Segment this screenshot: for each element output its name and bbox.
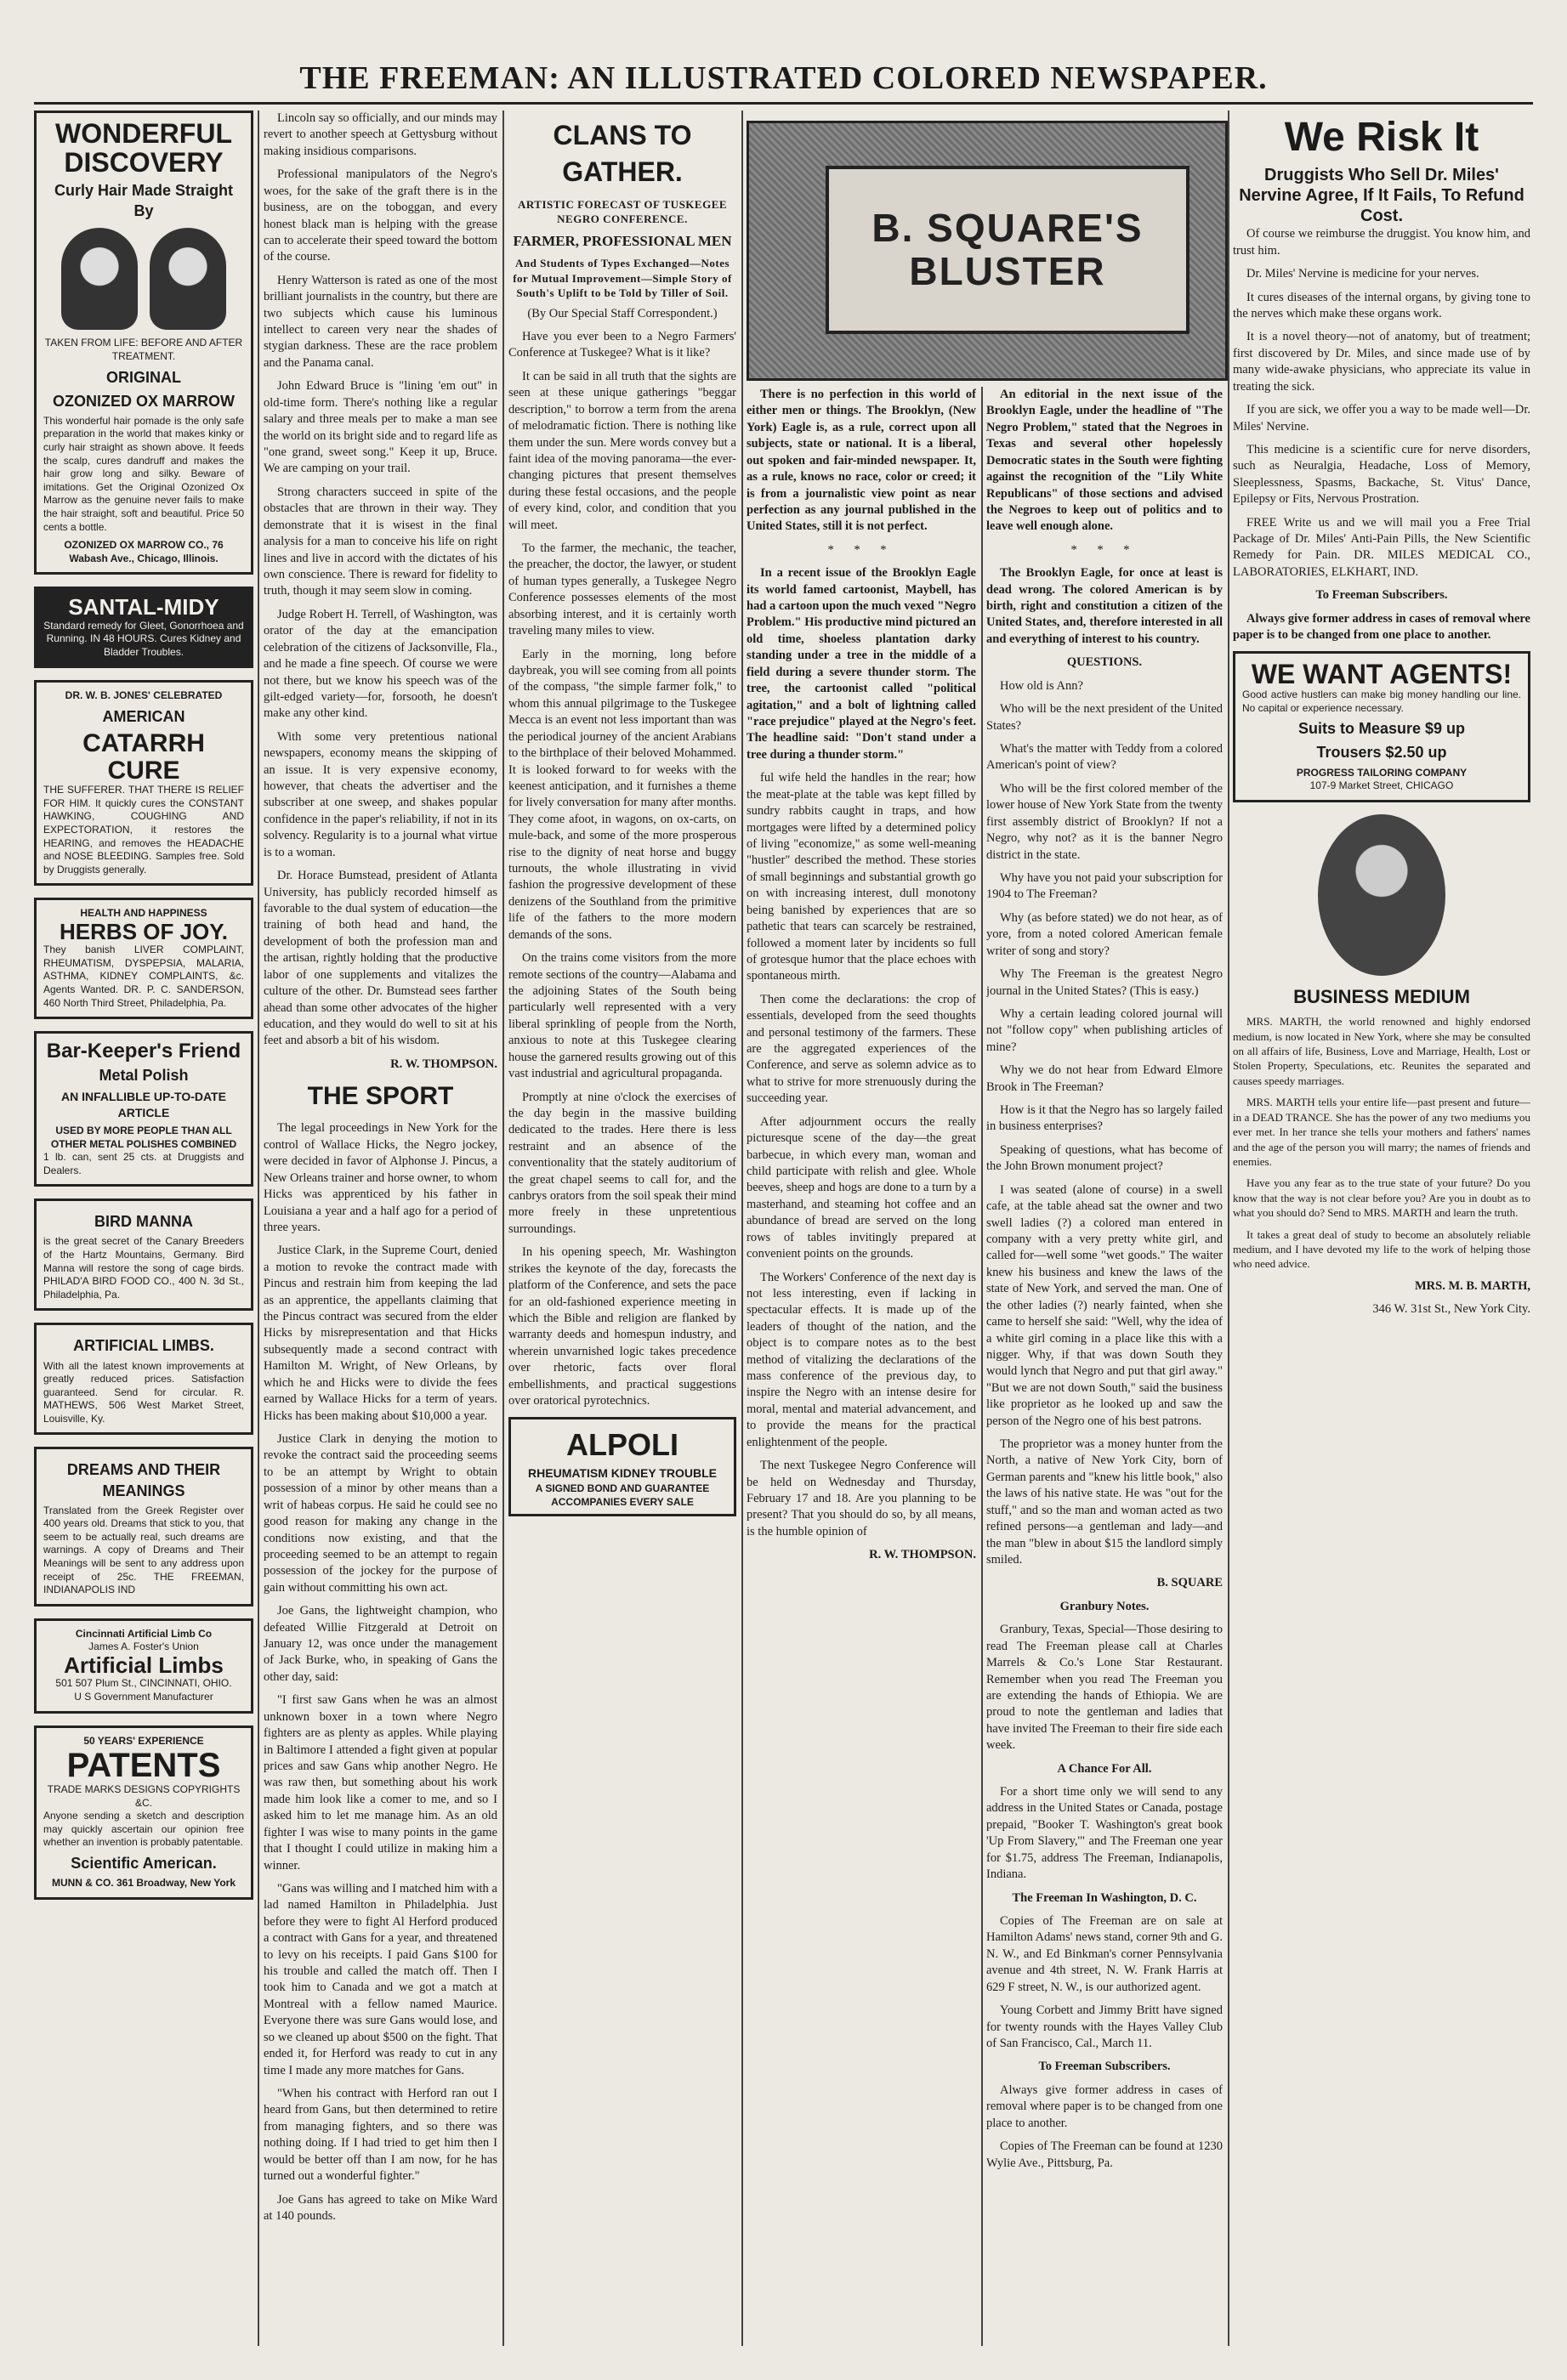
paragraph: Joe Gans has agreed to take on Mike Ward at 140 pounds. bbox=[264, 2192, 497, 2223]
ad-subtitle: Curly Hair Made Straight By bbox=[54, 182, 234, 220]
ad-body: They banish LIVER COMPLAINT, RHEUMATISM, DYSPEPSIA, MALARIA, ASTHMA, KIDNEY COMPLAINTS, &c. Agents Wanted. DR. P. C. SANDERSON, 460 North Third Street, Philadelphia, Pa. bbox=[43, 944, 244, 1009]
ad-title: CATARRH CURE bbox=[82, 729, 205, 785]
column-ads-right bbox=[1233, 110, 1530, 2346]
paragraph: On the trains come visitors from the more remote sections of the country—Alabama and the adjoining States of the South being particularly well represented with a very liberal sprinkling of people from the North, anxious to note at this Tuskegee clearing house the garnered results growing out of this vast industrial and agricultural propaganda. bbox=[508, 951, 736, 1081]
question: Why we do not hear from Edward Elmore Brook in The Freeman? bbox=[986, 1063, 1223, 1094]
paragraph: Then come the declarations: the crop of essentials, developed from the seed thoughts and personal testimony of the farmers. These are the aggregated experiences of the Conference, and serve as solemn advice as to what to strive for more strenuously during the succeeding year. bbox=[747, 992, 976, 1106]
ad-body: Good active hustlers can make big money handling our line. No capital or experience necessary. bbox=[1242, 688, 1521, 714]
ad-title: PATENTS bbox=[66, 1747, 221, 1785]
paragraph: Dr. Horace Bumstead, president of Atlanta University, has publicly recorded himself as favorable to the dual system of education—the training of both head and hand, the development of both the profession man and the artisan, rightly holding that the productive labor of one supplements and vitalizes the culture of the other. Dr. Bumstead sees farther ahead than some other advocates of the higher education, and they would do well to sit at his feet and absorb a bit of his wisdom. bbox=[264, 869, 497, 1048]
ad-title: SANTAL-MIDY bbox=[68, 594, 219, 620]
paragraph: This medicine is a scientific cure for nerve disorders, such as Neuralgia, Headache, Loss of Memory, Sleeplessness, Spasms, Backache, St. Vitus' Dance, Epilepsy or Fits, Nervous Prostration. bbox=[1233, 442, 1530, 507]
article-subheading: ARTISTIC FORECAST OF TUSKEGEE NEGRO CONFERENCE. bbox=[517, 197, 728, 226]
paragraph: There is no perfection in this world of either men or things. The Brooklyn, (New York) Eagle is, as a rule, correct upon all subjects, state or national. It is a liberal, out spoken and fair-minded newspaper. It, as a rule, knows no race, color or creed; it is from a journalistic view point as near perfection as any journal published in the United States, still it is not perfect. bbox=[747, 388, 976, 534]
ad-name: James A. Foster's Union bbox=[88, 1640, 199, 1653]
paragraph: Dr. Miles' Nervine is medicine for your nerves. bbox=[1246, 267, 1479, 281]
ad-body: USED BY MORE PEOPLE THAN ALL OTHER METAL POLISHES COMBINED bbox=[50, 1124, 237, 1150]
ad-body: THE SUFFERER. THAT THERE IS RELIEF FOR HIM. It quickly cures the CONSTANT HAWKING, COUGHING AND EXPECTORATION, it restores the HEARING, and removes the HEADACHE and NOSE BLEEDING. Samples free. Sold by Druggists generally. bbox=[43, 784, 244, 876]
ad-title: DREAMS AND THEIR MEANINGS bbox=[66, 1461, 221, 1499]
paragraph: Justice Clark, in the Supreme Court, denied a motion to revoke the contract made with Pincus and restrain him from keeping the lad as an apprentice, the appellants claiming that the Pincus contract was secured from the elder Hicks by misrepresentation and that Hicks subsequently made a second contract with Hamilton M. Wright, of New Orleans, by which he and Hicks were to divide the fees earned by Wallace Hicks for a term of years. Hicks has been making about $10,000 a year. bbox=[264, 1244, 497, 1423]
cartoon-title: BLUSTER bbox=[909, 249, 1106, 293]
paragraph: MRS. MARTH, the world renowned and highly endorsed medium, is now located in New York, where she may be consulted on all affairs of life, Business, Love and Marriage, Health, Lost or Stolen Property, Speculations, etc. Reunites the separated and causes speedy marriages. bbox=[1233, 1015, 1530, 1087]
question: How old is Ann? bbox=[1000, 678, 1083, 693]
paragraph: Judge Robert H. Terrell, of Washington, was orator of the day at the emancipation celebration of the citizens of Jacksonville, Fla., and he made a fine speech. Of course we were not there, but we know his speech was of the gilt-edged variety—for, forsooth, he doesn't make any other kind. bbox=[264, 607, 497, 721]
ad-artificial-limbs bbox=[34, 1323, 253, 1435]
paragraph: Always give former address in cases of removal where paper is to be changed from one place to another. bbox=[1233, 611, 1530, 643]
column-rule bbox=[981, 387, 983, 2346]
ad-title: BUSINESS MEDIUM bbox=[1293, 985, 1470, 1007]
question: What's the matter with Teddy from a colored American's point of view? bbox=[986, 742, 1223, 773]
ad-ox-marrow bbox=[34, 110, 253, 575]
paragraph: The proprietor was a money hunter from the North, a native of New York City, born of German parents and "knew his little book," also the laws of his native state. He was "out for the stuff," and so the man and woman acted as two refined persons—a gentleman and lady—and the man "blew in about $15 the landlord simply smiled. bbox=[986, 1437, 1223, 1567]
column-tuskegee-article bbox=[508, 110, 736, 2346]
paragraph: Promptly at nine o'clock the exercises of the day begin in the massive building dedicated to the trades. Here there is less restraint and an absence of the conventionality that the stately auditorium of the great chapel seems to call for, and the canbrys orators from the soil speak their mind more freely in these unpretentious surroundings. bbox=[508, 1090, 736, 1236]
question: Who will be the next president of the United States? bbox=[986, 702, 1223, 733]
masthead: THE FREEMAN: AN ILLUSTRATED COLORED NEWSPAPER. bbox=[34, 60, 1533, 105]
ad-company: PROGRESS TAILORING COMPANY bbox=[1296, 766, 1468, 779]
ad-title: We Risk It bbox=[1284, 115, 1479, 160]
paragraph: The legal proceedings in New York for the control of Wallace Hicks, the Negro jockey, were decided in favor of Alphonse J. Pincus, a New Orleans trainer and horse owner, to whom Hicks was apprenticed by his father in Louisiana a year and a half ago for a period of three years. bbox=[264, 1121, 497, 1234]
paragraph: For a short time only we will send to any address in the United States or Canada, postage prepaid, "Booker T. Washington's great book 'Up From Slavery,'" and The Freeman one year for $1.75, address The Freeman, Indianapolis, Indiana. bbox=[986, 1785, 1223, 1882]
paragraph: The next Tuskegee Negro Conference will be held on Wednesday and Thursday, February 17 and 18. Are you planning to be present? That you should do so, by all means, is the humble opinion of bbox=[747, 1459, 976, 1538]
ad-title: WE WANT AGENTS! bbox=[1251, 658, 1513, 689]
ad-cincinnati-limbs bbox=[34, 1618, 253, 1714]
paragraph: It cures diseases of the internal organs, by giving tone to the nerves which make these organs work. bbox=[1233, 290, 1530, 320]
paragraph: In a recent issue of the Brooklyn Eagle its world famed cartoonist, Maybell, has had a cartoon upon the much vexed "Negro Problem." His productive mind pictured an old time, shoeless plantation darky standing under a tree in the middle of a field during a severe thunder storm. The tree, the cartoonist called "political agitation," and a bolt of lightning called "race prejudice" played at the Negro's feet. The headline said: "Don't stand under a tree during a thunder storm." bbox=[747, 566, 976, 762]
column-brooklyn-eagle bbox=[747, 387, 976, 2346]
paragraph: Copies of The Freeman are on sale at Hamilton Adams' news stand, corner 9th and G. N. W., and Ed Binkman's corner Pennsylvania avenue and 4th street, N. W. Frank Harris at 629 F street, N. W., is our authorized agent. bbox=[986, 1914, 1223, 1994]
paragraph: Young Corbett and Jimmy Britt have signed for twenty rounds with the Hayes Valley Club of San Francisco, Cal., March 11. bbox=[986, 2003, 1223, 2050]
ad-body: This wonderful hair pomade is the only safe preparation in the world that makes kinky or curly hair straight as shown above. It feeds the scalp, cures dandruff and makes the hair grow long and silky. Beware of imitations. Get the Original Ozonized Ox Marrow as the genuine never fails to make the hair straight, soft and beautiful. Price 50 cents a bottle. bbox=[43, 414, 244, 533]
question: Why The Freeman is the greatest Negro journal in the United States? (This is easy.) bbox=[986, 967, 1223, 998]
ad-product: ORIGINAL bbox=[106, 368, 181, 386]
ad-body: A SIGNED BOND AND GUARANTEE ACCOMPANIES EVERY SALE bbox=[535, 1482, 710, 1508]
ad-title: DISCOVERY bbox=[64, 146, 224, 178]
ad-title: WONDERFUL bbox=[55, 118, 232, 149]
ad-bird-manna bbox=[34, 1198, 253, 1311]
ad-footer: 1 lb. can, sent 25 cts. at Druggists and Dealers. bbox=[43, 1151, 244, 1176]
paragraph: Copies of The Freeman can be found at 1230 Wylie Ave., Pittsburg, Pa. bbox=[986, 2139, 1223, 2170]
ad-body: is the great secret of the Canary Breeders of the Hartz Mountains, Germany. Bird Manna will restore the song of cage birds. PHILAD'A BIRD FOOD CO., 400 N. 3d St., Philadelphia, Pa. bbox=[43, 1235, 244, 1300]
paragraph: If you are sick, we offer you a way to be made well—Dr. Miles' Nervine. bbox=[1233, 403, 1530, 434]
question: Who will be the first colored member of the lower house of New York State from the twenty first assembly district of Brooklyn? If not a Negro, why not? as it is the banner Negro district in the state. bbox=[986, 781, 1223, 862]
question: Why have you not paid your subscription for 1904 to The Freeman? bbox=[986, 870, 1223, 902]
signature: R. W. THOMPSON. bbox=[869, 1548, 976, 1562]
paragraph: Early in the morning, long before daybreak, you will see coming from all points of the compass, "the simple farmer folk," to whom this annual pilgrimage to the Tuskegee Mecca is an event not less important than was the periodical journey of the ancient Arabians to the birthplace of their beloved Mohammed. It is looked forward to for weeks with the keenest anticipation, and it furnishes a theme for lively conversation for many after months. They come afoot, in wagons, on ox-carts, on mule-back, and some of the more prosperous rise to the dignity of neat horse and buggy turnouts, the whole illustrating in vivid fashion the progressive development of these denizens of the Southland from the primitive life of the fathers to the more modern demands of the sons. bbox=[508, 647, 736, 942]
paragraph: It takes a great deal of study to become an absolutely reliable medium, and I have devoted my life to the work of helping those who need advice. bbox=[1233, 1227, 1530, 1271]
ad-title: Artificial Limbs bbox=[64, 1652, 224, 1679]
portrait-medium bbox=[1318, 814, 1445, 976]
ad-title: ALPOLI bbox=[566, 1426, 678, 1462]
paragraph: Always give former address in cases of removal where paper is to be changed from one place to another. bbox=[986, 2082, 1223, 2130]
signature: MRS. M. B. MARTH, bbox=[1414, 1278, 1530, 1293]
section-heading: THE SPORT bbox=[307, 1082, 454, 1111]
paragraph: MRS. MARTH tells your entire life—past present and future—in a DEAD TRANCE. She has the power of any two mediums you ever met. In her trance she tells your mothers and fathers' names and the age of the person you will marry; the names of friends and enemies. bbox=[1233, 1096, 1530, 1168]
question: How is it that the Negro has so largely failed in business enterprises? bbox=[986, 1103, 1223, 1134]
ad-title: BIRD MANNA bbox=[94, 1213, 193, 1231]
ad-slogan: AN INFALLIBLE UP-TO-DATE ARTICLE bbox=[61, 1090, 226, 1120]
paragraph: It is a novel theory—not of anatomy, but of treatment; first discovered by Dr. Miles, and since made use of by many wide-awake physicians, who appreciate its value in treating the sick. bbox=[1233, 330, 1530, 394]
paragraph: Of course we reimburse the druggist. You know him, and trust him. bbox=[1233, 227, 1530, 258]
ad-address: 107-9 Market Street, CHICAGO bbox=[1309, 779, 1454, 792]
ad-top: HEALTH AND HAPPINESS bbox=[80, 907, 207, 920]
ad-footer: U S Government Manufacturer bbox=[74, 1690, 213, 1703]
ad-santal-midy bbox=[34, 586, 253, 668]
ad-caption: TAKEN FROM LIFE: BEFORE AND AFTER TREATMENT. bbox=[44, 337, 243, 362]
paragraph: To the farmer, the mechanic, the teacher, the preacher, the doctor, the lawyer, or student of human types generally, a Tuskegee Negro Conference possesses elements of the most absorbing interest, and it is certainly worth traveling many miles to view. bbox=[508, 541, 736, 638]
paragraph: It can be said in all truth that the sights are seen at these unique gatherings "beggar description," to borrow a term from the arena of melodramatic fiction. There is nothing like them under the sun. Mere words convey but a faint idea of the moving panorama—the ever-changing pictures that present themselves during these festal occasions, and the people of every kind, color, and condition that you will meet. bbox=[508, 369, 736, 532]
article-headline: CLANS TO GATHER. bbox=[553, 120, 692, 187]
ad-top: 50 YEARS' EXPERIENCE bbox=[83, 1734, 204, 1747]
column-rule bbox=[741, 110, 743, 2346]
paragraph: "When his contract with Herford ran out I heard from Gans, but then determined to retire from managing fighters, and so there was nothing doing. If I had tried to get him then I would be better off than I am now, for he has turned out a wonderful fighter." bbox=[264, 2087, 497, 2184]
cartoon-sign bbox=[826, 166, 1189, 334]
portrait-illustrations bbox=[43, 228, 244, 330]
article-deck: FARMER, PROFESSIONAL MEN bbox=[513, 232, 732, 249]
question: Speaking of questions, what has become of the John Brown monument project? bbox=[986, 1142, 1223, 1174]
ad-body: Anyone sending a sketch and description may quickly ascertain our opinion free whether an invention is probably patentable. bbox=[43, 1810, 244, 1849]
column-editorials bbox=[264, 110, 497, 2346]
ad-title: AMERICAN bbox=[102, 708, 185, 726]
byline: (By Our Special Staff Correspondent.) bbox=[527, 306, 718, 320]
section-heading: The Freeman In Washington, D. C. bbox=[1012, 1890, 1197, 1905]
paragraph: Henry Watterson is rated as one of the most brilliant journalists in the country, but there are two subjects which cause his luminous intellect to careen very near the shades of stygian darkness. These are the race problem and the Panama canal. bbox=[264, 273, 497, 370]
column-rule bbox=[1228, 110, 1229, 2346]
question: Why (as before stated) we do not hear, as of yore, from a noted colored American female writer of song and story? bbox=[986, 910, 1223, 958]
ad-subtitle: TRADE MARKS DESIGNS COPYRIGHTS &C. bbox=[47, 1783, 241, 1809]
paragraph: Lincoln say so officially, and our minds may revert to another speech at Gettysburg without making insidious comparisons. bbox=[264, 111, 497, 158]
column-ads-left bbox=[34, 110, 253, 2346]
ad-herbs-of-joy bbox=[34, 898, 253, 1019]
paragraph: The Brooklyn Eagle, for once at least is dead wrong. The colored American is by birth, right and constitution a citizen of the United States, and, therefore interested in all and everything of interest to his country. bbox=[986, 566, 1223, 646]
paragraph: "Gans was willing and I matched him with a lad named Hamilton in Philadelphia. Just before they were to fight Al Herford produced a contract with Gans for a year, and threatened to levy on his receipts. I paid Gans $100 for his trouble and called the match off. Then I took him to Canada and we got a match at Montreal with a fellow named Maurice. Everyone there was sure Gans would lose, and so we cleaned up about $500 on the fight. That ended it, for Herford was ready to cut in any time I made any more matches for Gans. bbox=[264, 1881, 497, 2077]
paragraph: Justice Clark in denying the motion to revoke the contract said the proceeding seems to be an attempt by Wright to obtain possession of a minor by other means than a writ of habeas corpus. He said he could see no good reason for making any change in the conditions now existing, and that the proceeding seemed to be an attempt to regain possession of the jockey for the purpose of gain without committing his own act. bbox=[264, 1431, 497, 1595]
ad-offer: Suits to Measure $9 up bbox=[1297, 720, 1466, 738]
column-rule bbox=[258, 110, 259, 2346]
section-heading: QUESTIONS. bbox=[1066, 655, 1143, 670]
ad-footer: OZONIZED OX MARROW CO., 76 Wabash Ave., Chicago, Illinois. bbox=[64, 539, 224, 564]
paragraph: "I first saw Gans when he was an almost unknown boxer in a town where Negro fighters are as plenty as apples. While playing in Baltimore I attended a fight given at popular prices and saw Gans whip another Negro. He was raw then, but something about his work made him look like a comer to me, and so I asked him to let me manage him. As an old fighter I was wise to many points in the game that I thought I could utilize in making him a winner. bbox=[264, 1693, 497, 1873]
ad-title: Metal Polish bbox=[99, 1067, 189, 1085]
ad-magazine: Scientific American. bbox=[71, 1855, 217, 1873]
ad-subtitle: RHEUMATISM KIDNEY TROUBLE bbox=[528, 1465, 717, 1480]
cartoon-title: B. SQUARE'S bbox=[872, 206, 1144, 251]
ad-dreams bbox=[34, 1447, 253, 1606]
ad-address: 501 507 Plum St., CINCINNATI, OHIO. bbox=[55, 1677, 232, 1690]
paragraph: After adjournment occurs the really picturesque scene of the day—the great barbecue, in which every man, woman and child participate with relish and glee. Whole beeves, sheep and hogs are done to a turn by a masterhand, and steaming hot coffee and an abundance of bread are served on the long rows of tables invitingly prepared at convenient points on the grounds. bbox=[747, 1114, 976, 1261]
ad-title: Bar-Keeper's Friend bbox=[46, 1040, 241, 1063]
portrait-before bbox=[61, 228, 138, 330]
ad-subtitle: Druggists Who Sell Dr. Miles' Nervine Agree, If It Fails, To Refund Cost. bbox=[1239, 166, 1524, 226]
ad-title: HERBS OF JOY. bbox=[60, 918, 228, 944]
ad-we-want-agents bbox=[1233, 651, 1530, 802]
paragraph: ful wife held the handles in the rear; how the meat-plate at the table was kept filled by sundry rabbits caught in traps, and how mortgages were lifted by a determined policy of living "economize," as some well-meaning "hustler" described the method. These stories of small beginnings and substantial growth go on with increasing interest, dull monotony being banished by experiences that are so pathetic that tears can scarcely be restrained, followed a moment later by incidents so full of grotesque humor that the place echoes with spontaneous mirth. bbox=[747, 771, 976, 983]
portrait-after bbox=[150, 228, 226, 330]
paragraph: An editorial in the next issue of the Brooklyn Eagle, under the headline of "The Negro Problem," stated that the Negroes in Texas and several other hopelessly Democratic states in the South were fighting against the recognition of the "Lily White Republicans" of those sections and advised the Negroes to keep out of politics and to leave well enough alone. bbox=[986, 388, 1223, 534]
article-subheading: And Students of Types Exchanged—Notes for Mutual Improvement—Simple Story of South's Uplift to be Told by Tiller of Soil. bbox=[513, 257, 732, 300]
paragraph: Have you ever been to a Negro Farmers' Conference at Tuskegee? What is it like? bbox=[508, 329, 736, 360]
paragraph: The Workers' Conference of the next day is not less interesting, even if lacking in spectacular effects. It is made up of the leaders of thought of the nation, and the object is to compare notes as to the best method of vitalizing the declarations of the mass conference of the previous day, to inspire the Negro with an intense desire for moral, mental and material advancement, and to provide the means for the practical enlightenment of the people. bbox=[747, 1270, 976, 1449]
ad-body: Standard remedy for Gleet, Gonorrhoea and Running. IN 48 HOURS. Cures Kidney and Bladder Troubles. bbox=[43, 619, 244, 658]
cartoon-illustration bbox=[747, 121, 1228, 381]
ad-top: Cincinnati Artificial Limb Co bbox=[75, 1627, 213, 1640]
paragraph: Professional manipulators of the Negro's woes, for the sake of the graft there is in the business, are on the toboggan, and every honest black man is helping with the grease can to accelerate their speed toward the bottom of the course. bbox=[264, 167, 497, 264]
paragraph: Granbury, Texas, Special—Those desiring to read The Freeman please call at Charles Marrels & Co.'s Lone Star Restaurant. Remember when you read The Freeman you are extending the hands of Ethiopia. We are proud to note the gentleman and ladies that have invited The Freeman to their fire side each week. bbox=[986, 1623, 1223, 1753]
address: 346 W. 31st St., New York City. bbox=[1372, 1302, 1530, 1317]
section-heading: A Chance For All. bbox=[1057, 1761, 1152, 1776]
ad-title: ARTIFICIAL LIMBS. bbox=[73, 1337, 214, 1355]
ad-footer: MUNN & CO. 361 Broadway, New York bbox=[51, 1877, 236, 1890]
column-rule bbox=[502, 110, 504, 2346]
paragraph: With some very pretentious national newspapers, economy means the skipping of an issue. It is very expensive economy, however, that cheats the advertiser and the subscriber at one sweep, and shakes popular confidence in the paper's reliability, if not in its solvency. Regularity is to a journal what virtue is to a woman. bbox=[264, 729, 497, 859]
paragraph: Have you any fear as to the true state of your future? Do you know that the way is not clear before you? Are you in doubt as to what you should do? Send to MRS. MARTH and learn the truth. bbox=[1233, 1176, 1530, 1220]
paragraph: Strong characters succeed in spite of the obstacles that are thrown in their way. They demonstrate that it is wisest in the final analysis for a man to conceive his life on right lines and live in accord with the dictates of his own conscience. There is reward for fidelity to truth, though it may seem slow in coming. bbox=[264, 484, 497, 598]
paragraph: FREE Write us and we will mail you a Free Trial Package of Dr. Miles' Anti-Pain Pills, the New Scientific Remedy for Pain. DR. MILES MEDICAL CO., LABORATORIES, ELKHART, IND. bbox=[1233, 515, 1530, 579]
ad-patents bbox=[34, 1726, 253, 1900]
ad-catarrh-cure bbox=[34, 680, 253, 886]
ad-body: With all the latest known improvements at greatly reduced prices. Satisfaction guaranteed. Send for circular. R. MATHEWS, 506 West Market Street, Louisville, Ky. bbox=[43, 1359, 244, 1425]
section-heading: To Freeman Subscribers. bbox=[1315, 588, 1448, 603]
separator: * * * bbox=[827, 542, 895, 557]
ad-offer: Trousers $2.50 up bbox=[1316, 744, 1447, 762]
ad-bar-keepers-friend bbox=[34, 1031, 253, 1187]
section-heading: Granbury Notes. bbox=[1059, 1599, 1150, 1613]
paragraph: In his opening speech, Mr. Washington strikes the keynote of the day, forecasts the platform of the Conference, and sets the pace for an old-fashioned experience meeting in which the Bible and religion are flanked by warranty deeds and homespun industry, and wherein unvarnished logic takes precedence over rhetoric, facts over floral embellishments, and practical suggestions over oratorical pyrotechnics. bbox=[508, 1245, 736, 1408]
ad-product: OZONIZED OX MARROW bbox=[53, 392, 235, 410]
ad-body: Translated from the Greek Register over 400 years old. Dreams that stick to you, that seem to be actually real, such dreams are warnings. A copy of Dreams and Their Meanings will be sent to any address upon receipt of 25c. THE FREEMAN, INDIANAPOLIS IND bbox=[43, 1504, 244, 1596]
paragraph: John Edward Bruce is "lining 'em out" in old-time form. There's nothing like a regular salary and three meals per to make a man see the world on its bright side and to regard life as "one grand, sweet song." Keep it up, Bruce. We are camping on your trail. bbox=[264, 379, 497, 476]
separator: * * * bbox=[1070, 542, 1138, 557]
signature: B. SQUARE bbox=[1156, 1576, 1223, 1590]
ad-alpoli bbox=[508, 1417, 736, 1516]
column-questions bbox=[986, 387, 1223, 2346]
ad-dr-miles bbox=[1233, 110, 1530, 226]
section-heading: To Freeman Subscribers. bbox=[1038, 2060, 1171, 2074]
paragraph: I was seated (alone of course) in a swell cafe, at the table ahead sat the owner and two swell ladies (?) a colored man entered in company with a very pretty white girl, and called for—well some "wet goods." The waiter knew his business and knew the laws of the state of New York, and served the man. One of the other ladies (?) nearly fainted, when she came to herself she said: "Well, why the idea of a white girl coming in a place like this with a nigger. Why, if that was down South they would lynch that Negro and put that girl away." "But we are not down South," said the business like proprietor as he looked up and saw the person of the Negro one of his best patrons. bbox=[986, 1182, 1223, 1428]
signature: R. W. THOMPSON. bbox=[390, 1057, 497, 1071]
paragraph: Joe Gans, the lightweight champion, who defeated Willie Fitzgerald at Detroit on January 12, was once under the management of Jack Burke, who, in speaking of Gans the other day, said: bbox=[264, 1604, 497, 1684]
ad-top: DR. W. B. JONES' CELEBRATED bbox=[65, 689, 223, 702]
question: Why a certain leading colored journal will not "follow copy" when publishing articles of mine? bbox=[986, 1006, 1223, 1054]
